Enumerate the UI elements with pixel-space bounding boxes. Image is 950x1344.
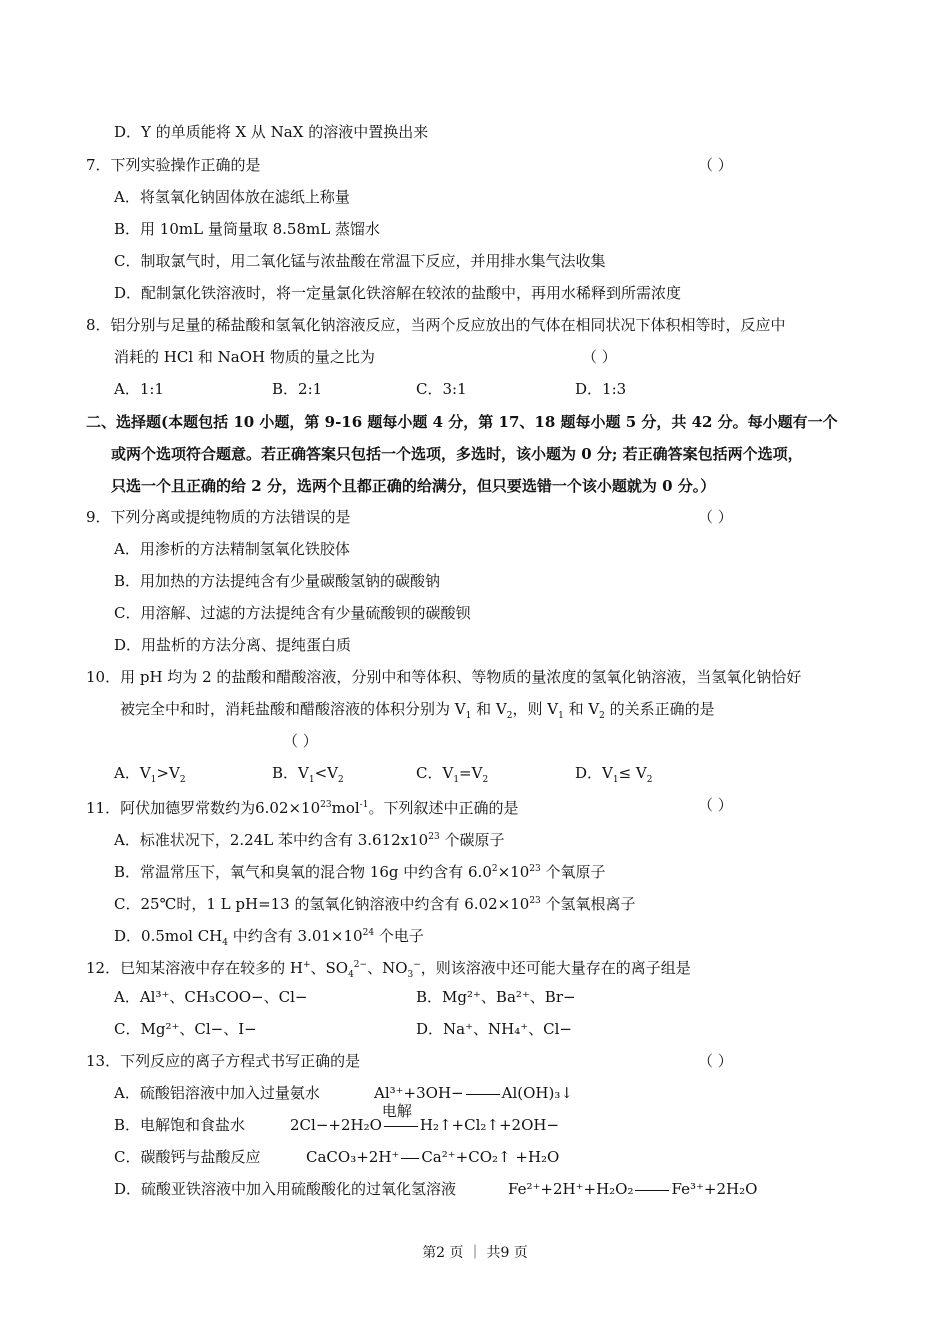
q9-option-a: A．用渗析的方法精制氢氧化铁胶体 bbox=[114, 540, 350, 558]
q13-option-d: D．硫酸亚铁溶液中加入用硫酸酸化的过氧化氢溶液 bbox=[114, 1180, 457, 1198]
q7-option-a: A．将氢氧化钠固体放在滤纸上称量 bbox=[114, 188, 350, 206]
q8-stem-line2: 消耗的 HCl 和 NaOH 物质的量之比为 bbox=[114, 348, 375, 366]
q12-option-b: B．Mg²⁺、Ba²⁺、Br− bbox=[416, 988, 576, 1006]
q10-stem-line1: 10．用 pH 均为 2 的盐酸和醋酸溶液，分别中和等体积、等物质的量浓度的氢氧化钠溶液，当氢氧化钠恰好 bbox=[86, 668, 802, 686]
reaction-equals-sign bbox=[466, 1094, 500, 1095]
q13-option-a: A．硫酸铝溶液中加入过量氨水 bbox=[114, 1084, 320, 1102]
q10-option-c: C．$V_1=V_2$ bbox=[416, 764, 489, 785]
q10-option-d: D．$V_1\le V_2$ bbox=[575, 764, 653, 785]
q10-stem-line2: 被完全中和时，消耗盐酸和醋酸溶液的体积分别为 $V_1$ 和 $V_2$，则 $V_1$ 和 $V_2$ 的关系正确的是 bbox=[120, 700, 715, 721]
q8-option-d: D．1:3 bbox=[575, 380, 627, 398]
q8-option-c: C．3:1 bbox=[416, 380, 467, 398]
q13-answer-paren: （ ） bbox=[698, 1052, 733, 1070]
q7-answer-paren: （ ） bbox=[698, 156, 733, 174]
q7-option-c: C．制取氯气时，用二氧化锰与浓盐酸在常温下反应，并用排水集气法收集 bbox=[114, 252, 606, 270]
section2-heading-line2: 或两个选项符合题意。若正确答案只包括一个选项，多选时，该小题为 0 分; 若正确答案包括两个选项， bbox=[111, 445, 803, 463]
q12-stem: 12．巳知某溶液中存在较多的 H+、$SO_4^{2-}$、$NO_3^-$，则该溶液中还可能大量存在的离子组是 bbox=[86, 959, 691, 980]
q13-option-c: C．碳酸钙与盐酸反应 bbox=[114, 1148, 261, 1166]
q12-option-c: C．Mg²⁺、Cl−、I− bbox=[114, 1020, 257, 1038]
q13-stem: 13．下列反应的离子方程式书写正确的是 bbox=[86, 1052, 361, 1070]
q11-option-d: D．0.5mol $CH_4$ 中约含有 $3.01\times 10^{24}$ 个电子 bbox=[114, 927, 424, 948]
q8-answer-paren: （ ） bbox=[582, 348, 617, 366]
q7-option-d: D．配制氯化铁溶液时，将一定量氯化铁溶解在较浓的盐酸中，再用水稀释到所需浓度 bbox=[114, 284, 682, 302]
q13-option-d-equation: Fe²⁺+2H⁺+H₂O₂ Fe³⁺+2H₂O bbox=[508, 1180, 758, 1198]
q9-option-d: D．用盐析的方法分离、提纯蛋白质 bbox=[114, 636, 352, 654]
q9-option-c: C．用溶解、过滤的方法提纯含有少量硫酸钡的碳酸钡 bbox=[114, 604, 471, 622]
q8-option-b: B．2:1 bbox=[272, 380, 323, 398]
q11-option-c: C．25℃时，1 L pH=13 的氢氧化钠溶液中约含有 $6.02\times 10^{23}$ 个氢氧根离子 bbox=[114, 895, 636, 913]
q13-option-b-equation: 2Cl−+2H₂O 电解 H₂↑+Cl₂↑+2OH− bbox=[290, 1102, 560, 1134]
q11-answer-paren: （ ） bbox=[698, 796, 733, 814]
q13-option-a-equation: Al³⁺+3OH− Al(OH)₃↓ bbox=[374, 1084, 573, 1102]
q9-answer-paren: （ ） bbox=[698, 508, 733, 526]
section2-heading-line1: 二、选择题(本题包括 10 小题，第 9-16 题每小题 4 分，第 17、18 题每小题 5 分，共 42 分。每小题有一个 bbox=[86, 413, 838, 431]
reaction-equals-sign bbox=[635, 1190, 669, 1191]
q10-answer-paren: （ ） bbox=[283, 732, 318, 750]
reaction-equals-sign bbox=[401, 1158, 419, 1159]
q9-option-b: B．用加热的方法提纯含有少量碳酸氢钠的碳酸钠 bbox=[114, 572, 441, 590]
q6-option-d: D．Y 的单质能将 X 从 NaX 的溶液中置换出来 bbox=[114, 123, 429, 141]
electrolysis-label: 电解 bbox=[381, 1102, 412, 1120]
q11-option-a: A．标准状况下，2.24L 苯中约含有 $3.612x10^{23}$ 个碳原子 bbox=[114, 831, 505, 849]
q13-option-b: B．电解饱和食盐水 bbox=[114, 1116, 246, 1134]
q11-stem: 11．阿伏加德罗常数约为$6.02\times 10^{23}mol^{-1}$。下列叙述中正确的是 bbox=[86, 799, 519, 817]
q13-option-c-equation: CaCO₃+2H⁺ Ca²⁺+CO₂↑ +H₂O bbox=[306, 1148, 560, 1166]
page-footer: 第2 页 ｜ 共9 页 bbox=[422, 1245, 528, 1261]
reaction-equals-sign bbox=[384, 1126, 418, 1127]
q10-option-a: A．$V_1>V_2$ bbox=[114, 764, 186, 785]
q7-option-b: B．用 10mL 量筒量取 8.58mL 蒸馏水 bbox=[114, 220, 380, 238]
q8-option-a: A．1:1 bbox=[114, 380, 164, 398]
q10-option-b: B．$V_1<V_2$ bbox=[272, 764, 344, 785]
section2-heading-line3: 只选一个且正确的给 2 分，选两个且都正确的给满分，但只要选错一个该小题就为 0 分。） bbox=[111, 477, 716, 495]
q7-stem: 7．下列实验操作正确的是 bbox=[86, 156, 261, 174]
q9-stem: 9．下列分离或提纯物质的方法错误的是 bbox=[86, 508, 351, 526]
q8-stem-line1: 8．铝分别与足量的稀盐酸和氢氧化钠溶液反应，当两个反应放出的气体在相同状况下体积相等时，反应中 bbox=[86, 316, 786, 334]
q11-option-b: B．常温常压下，氧气和臭氧的混合物 16g 中约含有 $6.0^2\times 10^{23}$ 个氧原子 bbox=[114, 863, 606, 881]
q12-option-d: D．Na⁺、NH₄⁺、Cl− bbox=[416, 1020, 572, 1038]
q12-option-a: A．Al³⁺、CH₃COO−、Cl− bbox=[114, 988, 308, 1006]
